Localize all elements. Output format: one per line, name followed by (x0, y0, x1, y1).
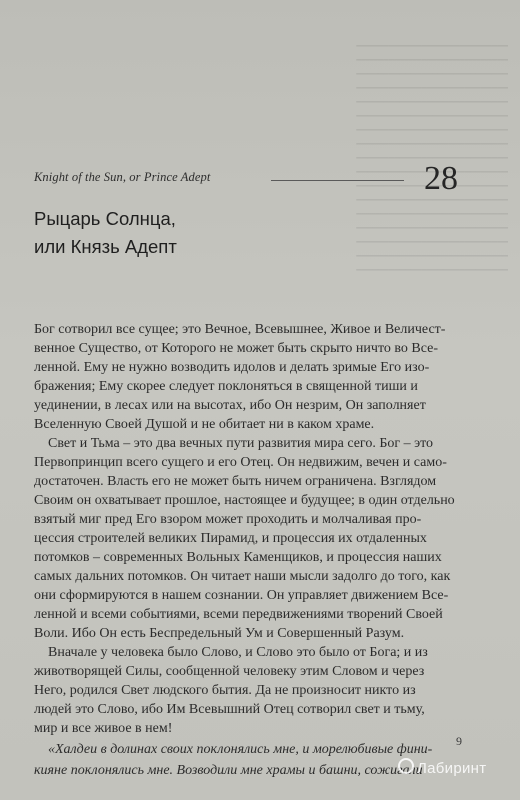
paragraph (34, 320, 484, 434)
text-line: они сформируются в нашем сознании. Он управляет движением Все- (34, 588, 449, 603)
paragraph (34, 643, 484, 738)
chapter-title-line: Рыцарь Солнца, (34, 208, 176, 229)
text-line: цессия строителей великих Пирамид, и процессия их отдаленных (34, 531, 427, 546)
text-line: Него, родился Свет людского бытия. Да не произносит никто из (34, 683, 416, 698)
quote-line: кияне поклонялись мне. Возводили мне храмы и башни, сожигали (34, 763, 423, 778)
text-line: Первопринцип всего сущего и его Отец. Он недвижим, вечен и само- (34, 455, 447, 470)
text-line: достаточен. Власть его не может быть ничем ограничена. Взглядом (34, 474, 437, 489)
body-text (34, 320, 487, 780)
text-line: ленной и всеми событиями, всеми передвижениями творений Своей (34, 607, 443, 622)
chapter-title-line: или Князь Адепт (34, 236, 177, 257)
quote-line: «Халдеи в долинах своих поклонялись мне, и морелюбивые фини- (48, 742, 433, 757)
text-line: ленной. Ему не нужно возводить идолов и делать зримые Его изо- (34, 360, 430, 375)
text-line: Воли. Ибо Он есть Беспредельный Ум и Совершенный Разум. (34, 626, 405, 641)
watermark-text: Лабиринт (417, 760, 487, 777)
text-line: Вначале у человека было Слово, и Слово это было от Бога; и из (48, 645, 428, 660)
text-line: Своим он охватывает прошлое, настоящее и будущее; в один отдельно (34, 493, 455, 508)
text-line: мир и все живое в нем! (34, 721, 173, 736)
text-line: Свет и Тьма – это два вечных пути развития мира сего. Бог – это (48, 436, 434, 451)
show-through-text: ━━━━━━━━━━━━━━━━━━━━━━━━━━━━ ━━━━━━━━━━━━━━━━━━━━━━━━━━━━ ━━━━━━━━━━━━━━━━━━━━━━━━━━━━ ━━━━━━━━━━━━━━━━━━━━━━━━━━━━ ━━━━━━━━━━━━━━━━━━━━━━━━━━━━ ━━━━━━━━━━━━━━━━━━━━━━━━━━━━ ━━━━━━━━━━━━━━━━━━━━━━━━━━━━ ━━━━━━━━━━━━━━━━━━━━━━━━━━━━ ━━━━━━━━━━━━━━━━━━━━━━━━━━━━ ━━━━━━━━━━━━━━━━━━━━━━━━━━━━ ━━━━━━━━━━━━━━━━━━━━━━━━━━━━ ━━━━━━━━━━━━━━━━━━━━━━━━━━━━ ━━━━━━━━━━━━━━━━━━━━━━━━━━━━ ━━━━━━━━━━━━━━━━━━━━━━━━━━━━ ━━━━━━━━━━━━━━━━━━━━━━━━━━━━ ━━━━━━━━━━━━━━━━━━━━━━━━━━━━ ━━━━━━━━━━━━━━━━━━━━━━━━━━━━ (356, 42, 508, 276)
text-line: самых дальних потомков. Он читает наши мысли задолго до того, как (34, 569, 451, 584)
header-rule (271, 180, 404, 181)
running-head: Knight of the Sun, or Prince Adept (34, 170, 211, 184)
chapter-title (34, 205, 177, 261)
labirint-icon (398, 758, 414, 774)
text-line: людей это Слово, ибо Им Всевышний Отец сотворил свет и тьму, (34, 702, 425, 717)
text-line: потомков – современных Вольных Каменщиков, и процессия наших (34, 550, 442, 565)
watermark-logo (398, 758, 486, 777)
text-line: венное Существо, от Которого не может быть скрыто ничто во Все- (34, 341, 439, 356)
text-line: Вселенную Своей Душой и не обитает ни в каком храме. (34, 417, 375, 432)
text-line: бражения; Ему скорее следует поклоняться в священной тиши и (34, 379, 418, 394)
text-line: животворящей Силы, сообщенной человеку этим Словом и через (34, 664, 425, 679)
text-line: взятый миг пред Его взором может проходить и молчаливая про- (34, 512, 422, 527)
text-line: уединении, в лесах или на высотах, ибо Он незрим, Он заполняет (34, 398, 426, 413)
text-line: Бог сотворил все сущее; это Вечное, Всевышнее, Живое и Величест- (34, 322, 446, 337)
page-number: 9 (456, 734, 462, 748)
chapter-number: 28 (424, 160, 458, 197)
paragraph (34, 434, 484, 643)
